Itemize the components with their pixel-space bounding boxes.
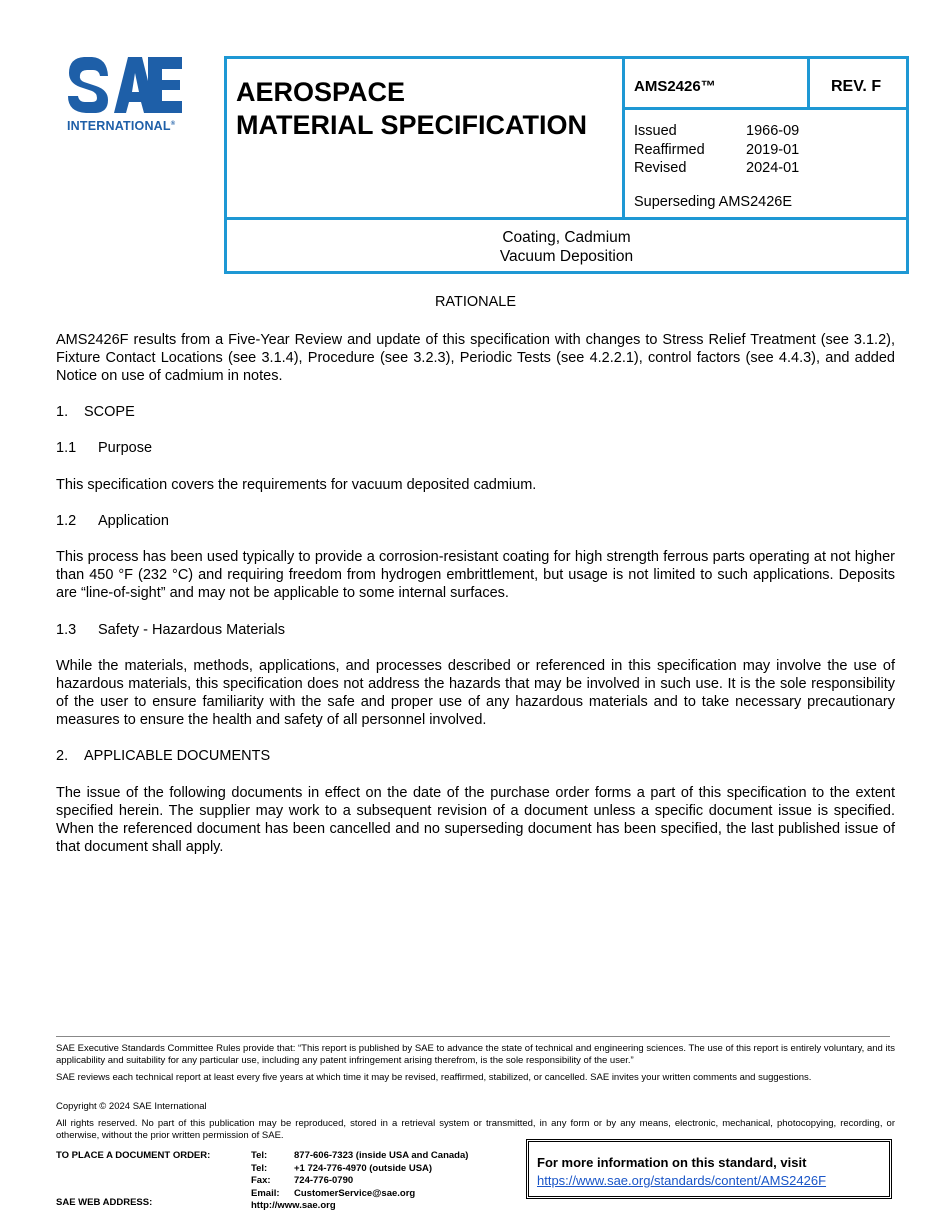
footer-rule xyxy=(56,1036,890,1037)
more-info-title: For more information on this standard, visit xyxy=(537,1155,807,1170)
standard-link[interactable]: https://www.sae.org/standards/content/AMS2426F xyxy=(537,1173,827,1188)
section-heading-application: 1.2 Application xyxy=(56,513,169,529)
application-text: This process has been used typically to provide a corrosion-resistant coating for high strength ferrous parts operating at not higher than 450 °F (232 °C) and requiring freedom from hydrogen embrittlement, but usage is not limited to such applications. Deposits are “line-of-sight” and may not be applicable to some internal surfaces. xyxy=(56,549,895,601)
section-heading-safety: 1.3 Safety - Hazardous Materials xyxy=(56,622,285,638)
contact-row: Fax: 724-776-0790 xyxy=(251,1175,354,1186)
document-type: AEROSPACE MATERIAL SPECIFICATION xyxy=(236,77,587,140)
contact-row: Tel: +1 724-776-4970 (outside USA) xyxy=(251,1162,433,1174)
sae-logo xyxy=(66,56,190,136)
header-divider xyxy=(807,59,810,109)
order-label: TO PLACE A DOCUMENT ORDER: xyxy=(56,1150,211,1161)
header-divider xyxy=(227,217,909,220)
footer-copyright: Copyright © 2024 SAE International xyxy=(56,1101,207,1112)
web-address[interactable]: http://www.sae.org xyxy=(251,1200,336,1211)
rationale-text: AMS2426F results from a Five-Year Review and update of this specification with changes to Stress Relief Treatment (see 3.1.2), Fixture Contact Locations (see 3.1.4), Procedure (see 3.2.3), Periodic Tests (see 4.2.2.1), control factors (see 4.4.3), and added Notice on use of cadmium in notes. xyxy=(56,332,895,384)
footer-rules-text: SAE Executive Standards Committee Rules provide that: “This report is published by SAE to advance the state of technical and engineering sciences. The use of this report is entirely voluntary, and its applicability and suitability for any particular use, including any patent infringement arising therefrom, is the sole responsibility of the user.” xyxy=(56,1043,895,1066)
applicable-documents-text: The issue of the following documents in effect on the date of the purchase order forms a part of this specification to the extent specified herein. The supplier may work to a subsequent revision of a document unless a specific document issue is specified. When the referenced document has been cancelled and no superseding document has been specified, the last published issue of that document shall apply. xyxy=(56,785,895,855)
date-row: Revised 2024-01 xyxy=(634,160,800,176)
section-heading-scope: 1. SCOPE xyxy=(56,404,135,420)
purpose-text: This specification covers the requirements for vacuum deposited cadmium. xyxy=(56,477,537,493)
web-address-label: SAE WEB ADDRESS: xyxy=(56,1197,153,1208)
document-revision: REV. F xyxy=(831,78,882,95)
safety-text: While the materials, methods, applications, and processes described or referenced in this specification may involve the use of hazardous materials, this specification does not address the hazards that may be involved in such use. It is the sole responsibility of the user to ensure familiarity with the safe and proper use of any hazardous materials and to take necessary precautionary measures to ensure the health and safety of all personnel involved. xyxy=(56,658,895,728)
contact-row: Email: CustomerService@sae.org xyxy=(251,1187,416,1199)
footer-review-text: SAE reviews each technical report at least every five years at which time it may be revised, reaffirmed, stabilized, or cancelled. SAE invites your written comments and suggestions. xyxy=(56,1072,812,1083)
more-info-box xyxy=(526,1139,892,1199)
sae-logo-mark xyxy=(66,56,182,114)
logo-subtitle: INTERNATIONAL® xyxy=(67,119,176,133)
date-row: Issued 1966-09 xyxy=(634,123,800,139)
document-title: Coating, Cadmium Vacuum Deposition xyxy=(499,229,634,265)
footer-rights-text: All rights reserved. No part of this publication may be reproduced, stored in a retrieval system or transmitted, in any form or by any means, electronic, mechanical, photocopying, recording, or otherwise, without the prior written permission of SAE. xyxy=(56,1118,895,1141)
section-heading-applicable-documents: 2. APPLICABLE DOCUMENTS xyxy=(56,748,271,764)
document-number: AMS2426™ xyxy=(634,78,716,95)
contact-info xyxy=(251,1150,468,1213)
contact-row: Tel: 877-606-7323 (inside USA and Canada) xyxy=(251,1150,469,1161)
header-divider xyxy=(622,59,625,219)
superseding-note: Superseding AMS2426E xyxy=(634,194,792,210)
section-heading-purpose: 1.1 Purpose xyxy=(56,440,153,456)
rationale-heading: RATIONALE xyxy=(434,294,517,310)
header-divider xyxy=(622,107,909,110)
document-dates xyxy=(634,122,799,178)
date-row: Reaffirmed 2019-01 xyxy=(634,141,800,158)
